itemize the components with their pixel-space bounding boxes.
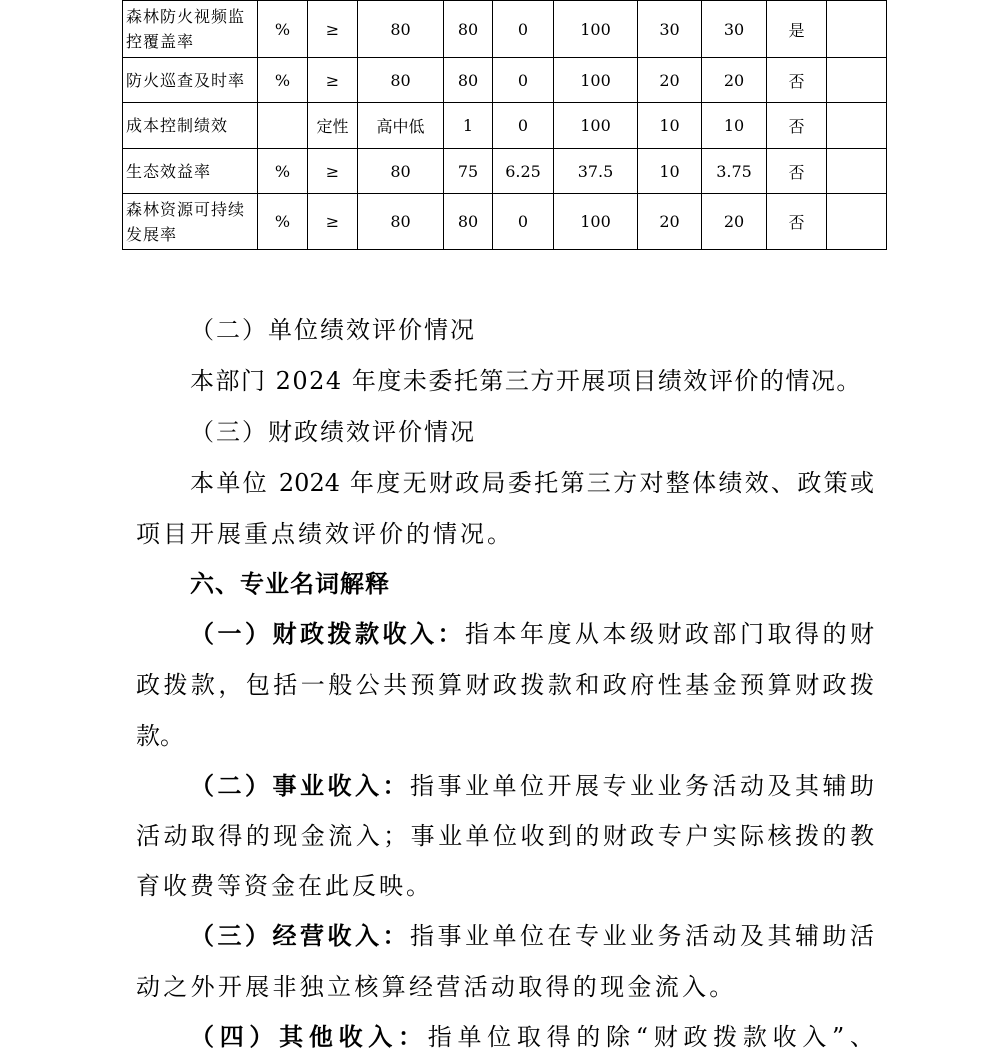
- term-3-line2: 动之外开展非独立核算经营活动取得的现金流入。: [136, 973, 737, 1001]
- indicator-name: 森林资源可持续发展率: [123, 194, 258, 250]
- table-cell: [827, 194, 887, 250]
- term-4-text: 指单位取得的除“财政拨款收入”、: [427, 1023, 875, 1051]
- table-cell: 1: [444, 103, 493, 149]
- table-cell: [827, 58, 887, 103]
- table-cell: 80: [444, 194, 493, 250]
- table-cell: 0: [493, 58, 554, 103]
- heading-terms: 六、专业名词解释: [190, 570, 390, 598]
- table-cell: 20: [702, 194, 767, 250]
- table-cell: 37.5: [554, 149, 638, 194]
- indicator-name: 森林防火视频监控覆盖率: [123, 1, 258, 58]
- table-cell: [258, 103, 308, 149]
- table-cell: %: [258, 149, 308, 194]
- term-2-text: 指事业单位开展专业业务活动及其辅助: [410, 772, 874, 800]
- term-4-label: （四）其他收入：: [190, 1023, 428, 1051]
- table-cell: 否: [767, 103, 827, 149]
- table-cell: 10: [702, 103, 767, 149]
- indicator-name: 生态效益率: [123, 149, 258, 194]
- term-2-line3: 育收费等资金在此反映。: [136, 872, 433, 900]
- table-cell: 80: [444, 1, 493, 58]
- table-cell: ≥: [308, 58, 358, 103]
- table-cell: [827, 149, 887, 194]
- table-cell: 是: [767, 1, 827, 58]
- table-row: [123, 194, 887, 250]
- table-cell: 100: [554, 58, 638, 103]
- performance-table: [122, 0, 887, 250]
- table-cell: 80: [358, 58, 444, 103]
- term-1-line1: [190, 617, 874, 651]
- table-cell: [827, 103, 887, 149]
- table-cell: 否: [767, 58, 827, 103]
- table-cell: 100: [554, 194, 638, 250]
- table-row: [123, 103, 887, 149]
- table-cell: ≥: [308, 149, 358, 194]
- table-cell: 30: [702, 1, 767, 58]
- term-2-line1: [190, 769, 874, 803]
- table-cell: %: [258, 58, 308, 103]
- table-cell: 0: [493, 1, 554, 58]
- table-cell: %: [258, 194, 308, 250]
- table-cell: 6.25: [493, 149, 554, 194]
- table-cell: 100: [554, 1, 638, 58]
- table-cell: 80: [358, 149, 444, 194]
- paragraph-fiscal-eval-line1: 本单位 2024 年度无财政局委托第三方对整体绩效、政策或: [190, 469, 874, 497]
- table-cell: 80: [358, 194, 444, 250]
- table-row: [123, 149, 887, 194]
- table-cell: 否: [767, 149, 827, 194]
- table-cell: ≥: [308, 194, 358, 250]
- table-cell: 0: [493, 103, 554, 149]
- term-1-line3: 款。: [136, 722, 184, 750]
- table-cell: ≥: [308, 1, 358, 58]
- term-2-line2: 活动取得的现金流入；事业单位收到的财政专户实际核拨的教: [136, 822, 874, 850]
- term-1-line2: 政拨款，包括一般公共预算财政拨款和政府性基金预算财政拨: [136, 671, 874, 699]
- table-cell: 80: [358, 1, 444, 58]
- heading-fiscal-eval: （三）财政绩效评价情况: [190, 418, 476, 446]
- table-cell: 75: [444, 149, 493, 194]
- term-2-label: （二）事业收入：: [190, 772, 410, 800]
- table-cell: 100: [554, 103, 638, 149]
- paragraph-unit-eval: 本部门 2024 年度未委托第三方开展项目绩效评价的情况。: [190, 367, 862, 395]
- table-cell: 30: [638, 1, 702, 58]
- indicator-name: 成本控制绩效: [123, 103, 258, 149]
- term-1-text: 指本年度从本级财政部门取得的财: [465, 620, 874, 648]
- table-cell: 80: [444, 58, 493, 103]
- table-cell: 20: [638, 58, 702, 103]
- heading-unit-eval: （二）单位绩效评价情况: [190, 316, 476, 344]
- table-cell: [827, 1, 887, 58]
- term-3-text: 指事业单位在专业业务活动及其辅助活: [410, 922, 874, 950]
- table-cell: 3.75: [702, 149, 767, 194]
- term-4-line1: [190, 1020, 874, 1054]
- paragraph-fiscal-eval-line2: 项目开展重点绩效评价的情况。: [136, 520, 514, 548]
- table-row: [123, 1, 887, 58]
- table-cell: 20: [702, 58, 767, 103]
- term-3-line1: [190, 919, 874, 953]
- table-cell: 0: [493, 194, 554, 250]
- table-cell: %: [258, 1, 308, 58]
- term-1-label: （一）财政拨款收入：: [190, 620, 465, 648]
- indicator-name: 防火巡查及时率: [123, 58, 258, 103]
- table-cell: 高中低: [358, 103, 444, 149]
- table-cell: 20: [638, 194, 702, 250]
- table-row: [123, 58, 887, 103]
- table-cell: 否: [767, 194, 827, 250]
- table-cell: 定性: [308, 103, 358, 149]
- table-cell: 10: [638, 103, 702, 149]
- table-cell: 10: [638, 149, 702, 194]
- term-3-label: （三）经营收入：: [190, 922, 410, 950]
